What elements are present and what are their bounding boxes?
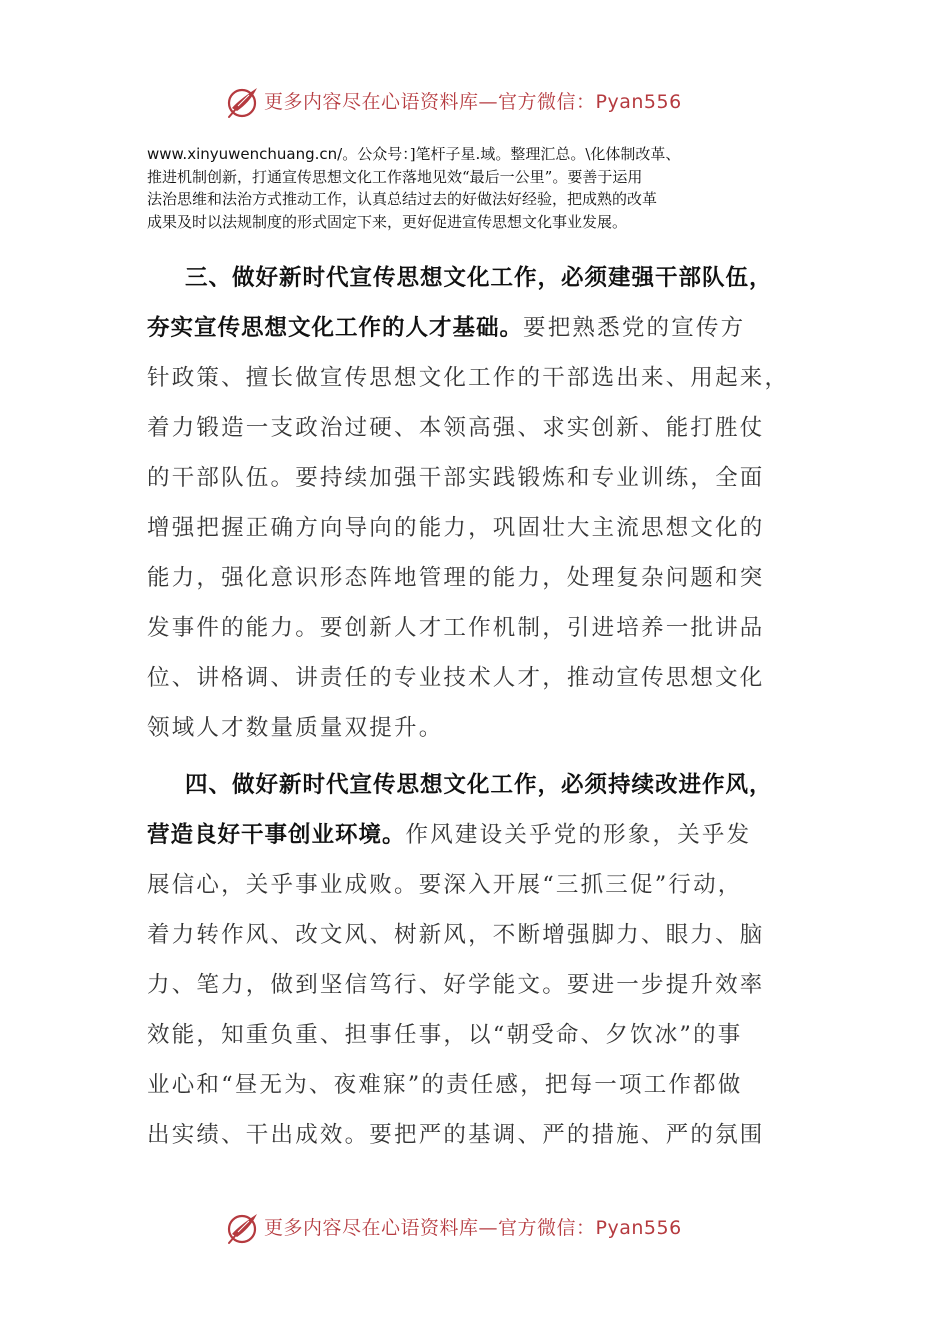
paragraph-line: 力、笔力，做到坚信笃行、好学能文。要进一步提升效率 — [147, 972, 765, 998]
quill-pen-logo-icon — [225, 1210, 261, 1246]
paragraph-line: 的干部队伍。要持续加强干部实践锻炼和专业训练，全面 — [147, 465, 765, 491]
footer-banner — [0, 1208, 950, 1248]
intro-line: 法治思维和法治方式推动工作，认真总结过去的好做法好经验，把成熟的改革 — [147, 190, 658, 208]
paragraph-line: 着力转作风、改文风、树新风，不断增强脚力、眼力、脑 — [147, 922, 765, 948]
intro-line: www.xinyuwenchuang.cn/。公众号：]笔杆子星.域。整理汇总。\化体制改革、 — [147, 145, 681, 163]
header-wechat-id: Pyan556 — [595, 91, 682, 113]
source-url: www.xinyuwenchuang.cn/ — [147, 145, 343, 163]
section-heading: 三、做好新时代宣传思想文化工作，必须建强干部队伍， — [185, 265, 773, 291]
intro-line: 推进机制创新，打通宣传思想文化工作落地见效“最后一公里”。要善于运用 — [147, 167, 643, 186]
header-banner — [0, 82, 950, 122]
paragraph-line: 展信心，关乎事业成败。要深入开展“三抓三促”行动， — [147, 872, 743, 898]
paragraph-line: 营造良好干事创业环境。作风建设关乎党的形象，关乎发 — [147, 822, 752, 848]
section-three-paragraph — [147, 253, 817, 753]
section-heading: 夯实宣传思想文化工作的人才基础。 — [147, 315, 524, 341]
paragraph-line: 业心和“昼无为、夜难寐”的责任感，把每一项工作都做 — [147, 1072, 743, 1098]
header-banner-label: 更多内容尽在心语资料库—官方微信： — [264, 91, 596, 113]
header-banner-text — [264, 88, 682, 116]
intro-line: 成果及时以法规制度的形式固定下来，更好促进宣传思想文化事业发展。 — [147, 212, 628, 231]
paragraph-line: 增强把握正确方向导向的能力，巩固壮大主流思想文化的 — [147, 515, 765, 541]
paragraph-line: 效能，知重负重、担事任事，以“朝受命、夕饮冰”的事 — [147, 1022, 743, 1048]
section-heading: 营造良好干事创业环境。 — [147, 822, 406, 848]
section-four-paragraph — [147, 760, 817, 1160]
intro-paragraph — [147, 143, 807, 233]
paragraph-line: 能力，强化意识形态阵地管理的能力，处理复杂问题和突 — [147, 565, 765, 591]
paragraph-line: 夯实宣传思想文化工作的人才基础。要把熟悉党的宣传方 — [147, 315, 746, 341]
quill-pen-logo-icon — [225, 84, 261, 120]
paragraph-line: 着力锻造一支政治过硬、本领高强、求实创新、能打胜仗 — [147, 415, 765, 441]
paragraph-line: 出实绩、干出成效。要把严的基调、严的措施、严的氛围 — [147, 1122, 765, 1148]
footer-banner-text — [264, 1214, 682, 1242]
paragraph-line: 针政策、擅长做宣传思想文化工作的干部选出来、用起来， — [147, 365, 790, 391]
paragraph-line: 发事件的能力。要创新人才工作机制，引进培养一批讲品 — [147, 615, 765, 641]
footer-banner-label: 更多内容尽在心语资料库—官方微信： — [264, 1217, 596, 1239]
footer-wechat-id: Pyan556 — [595, 1217, 682, 1239]
paragraph-line: 领域人才数量质量双提升。 — [147, 715, 444, 741]
section-heading: 四、做好新时代宣传思想文化工作，必须持续改进作风， — [185, 772, 773, 798]
paragraph-line: 位、讲格调、讲责任的专业技术人才，推动宣传思想文化 — [147, 665, 765, 691]
